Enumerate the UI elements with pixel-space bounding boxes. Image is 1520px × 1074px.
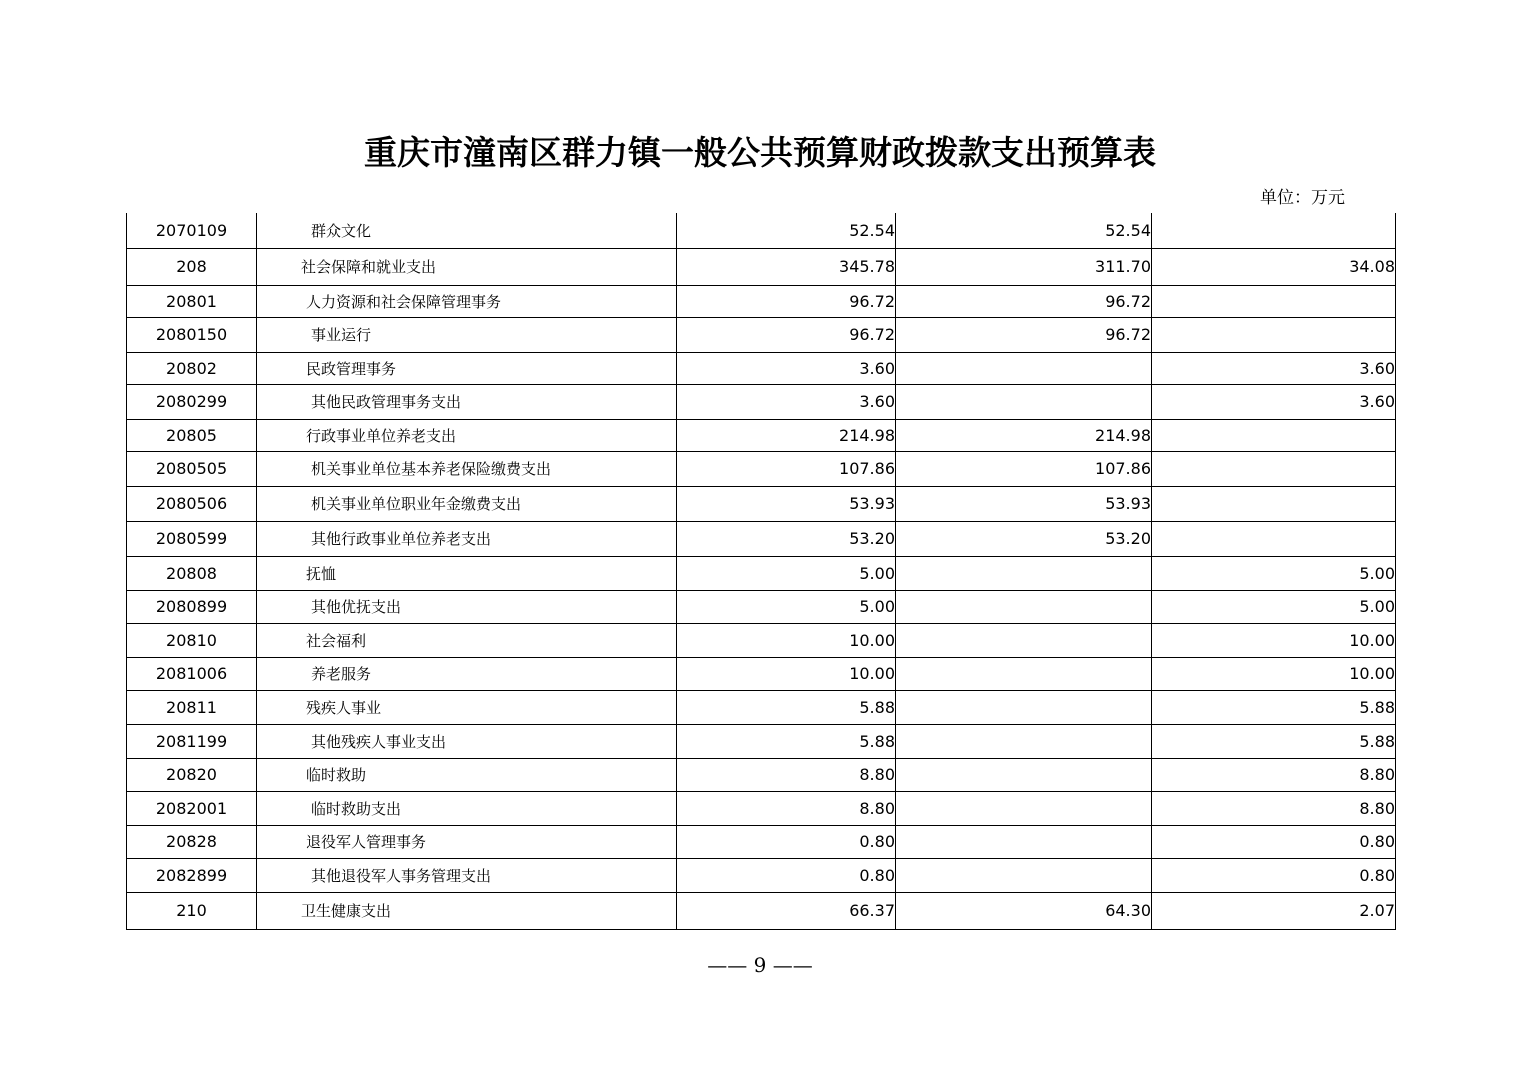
cell-project	[1152, 419, 1396, 451]
cell-basic: 64.30	[896, 892, 1152, 929]
cell-name: 事业运行	[257, 317, 677, 352]
cell-total: 5.00	[677, 556, 896, 590]
cell-total: 0.80	[677, 858, 896, 892]
cell-total: 53.93	[677, 486, 896, 521]
document-title: 重庆市潼南区群力镇一般公共预算财政拨款支出预算表	[364, 133, 1156, 172]
cell-name: 退役军人管理事务	[257, 825, 677, 858]
table-row	[127, 858, 1396, 892]
cell-code: 20811	[127, 690, 257, 724]
cell-basic	[896, 690, 1152, 724]
cell-total: 3.60	[677, 352, 896, 384]
table-row	[127, 486, 1396, 521]
cell-basic	[896, 825, 1152, 858]
cell-name: 其他民政管理事务支出	[257, 384, 677, 419]
cell-name: 机关事业单位基本养老保险缴费支出	[257, 451, 677, 486]
cell-total: 10.00	[677, 657, 896, 690]
table-row	[127, 248, 1396, 285]
cell-code: 2081199	[127, 724, 257, 758]
cell-basic: 311.70	[896, 248, 1152, 285]
cell-total: 5.88	[677, 690, 896, 724]
cell-name: 养老服务	[257, 657, 677, 690]
cell-name: 其他行政事业单位养老支出	[257, 521, 677, 556]
cell-project: 5.88	[1152, 690, 1396, 724]
cell-total: 52.54	[677, 213, 896, 248]
cell-code: 2080505	[127, 451, 257, 486]
cell-basic	[896, 858, 1152, 892]
cell-code: 2070109	[127, 213, 257, 248]
cell-total: 10.00	[677, 623, 896, 657]
cell-basic	[896, 791, 1152, 825]
budget-table-body	[127, 213, 1396, 929]
cell-total: 96.72	[677, 285, 896, 317]
cell-code: 20801	[127, 285, 257, 317]
cell-code: 2080599	[127, 521, 257, 556]
table-row	[127, 285, 1396, 317]
cell-total: 96.72	[677, 317, 896, 352]
cell-code: 20802	[127, 352, 257, 384]
cell-project: 34.08	[1152, 248, 1396, 285]
cell-name: 社会福利	[257, 623, 677, 657]
cell-project	[1152, 213, 1396, 248]
cell-basic: 53.93	[896, 486, 1152, 521]
table-row	[127, 791, 1396, 825]
cell-basic	[896, 556, 1152, 590]
cell-code: 20820	[127, 758, 257, 791]
table-row	[127, 758, 1396, 791]
table-row	[127, 317, 1396, 352]
cell-project: 0.80	[1152, 825, 1396, 858]
cell-total: 345.78	[677, 248, 896, 285]
cell-basic	[896, 352, 1152, 384]
cell-total: 8.80	[677, 758, 896, 791]
cell-total: 214.98	[677, 419, 896, 451]
cell-project: 3.60	[1152, 352, 1396, 384]
cell-total: 3.60	[677, 384, 896, 419]
budget-table	[126, 213, 1396, 930]
cell-total: 107.86	[677, 451, 896, 486]
cell-code: 2082899	[127, 858, 257, 892]
cell-total: 8.80	[677, 791, 896, 825]
cell-basic: 96.72	[896, 317, 1152, 352]
table-row	[127, 521, 1396, 556]
cell-code: 2080506	[127, 486, 257, 521]
cell-project: 5.00	[1152, 590, 1396, 623]
page-number: —— 9 ——	[707, 953, 813, 977]
table-row	[127, 724, 1396, 758]
cell-code: 2082001	[127, 791, 257, 825]
cell-code: 208	[127, 248, 257, 285]
table-row	[127, 690, 1396, 724]
cell-basic	[896, 724, 1152, 758]
cell-code: 20805	[127, 419, 257, 451]
cell-total: 53.20	[677, 521, 896, 556]
table-row	[127, 384, 1396, 419]
cell-basic	[896, 590, 1152, 623]
cell-project: 8.80	[1152, 758, 1396, 791]
cell-name: 人力资源和社会保障管理事务	[257, 285, 677, 317]
cell-project: 10.00	[1152, 623, 1396, 657]
cell-code: 20808	[127, 556, 257, 590]
cell-basic: 214.98	[896, 419, 1152, 451]
unit-label: 单位：万元	[1260, 188, 1345, 208]
cell-name: 群众文化	[257, 213, 677, 248]
cell-basic	[896, 623, 1152, 657]
cell-name: 机关事业单位职业年金缴费支出	[257, 486, 677, 521]
table-row	[127, 590, 1396, 623]
cell-project: 0.80	[1152, 858, 1396, 892]
cell-basic	[896, 384, 1152, 419]
cell-code: 2080150	[127, 317, 257, 352]
cell-total: 5.88	[677, 724, 896, 758]
cell-project: 8.80	[1152, 791, 1396, 825]
cell-project	[1152, 521, 1396, 556]
cell-code: 2080299	[127, 384, 257, 419]
cell-code: 210	[127, 892, 257, 929]
cell-code: 20810	[127, 623, 257, 657]
table-row	[127, 892, 1396, 929]
cell-name: 行政事业单位养老支出	[257, 419, 677, 451]
cell-total: 5.00	[677, 590, 896, 623]
cell-basic	[896, 758, 1152, 791]
cell-basic: 53.20	[896, 521, 1152, 556]
cell-project: 2.07	[1152, 892, 1396, 929]
cell-basic: 107.86	[896, 451, 1152, 486]
cell-project: 5.00	[1152, 556, 1396, 590]
cell-name: 其他退役军人事务管理支出	[257, 858, 677, 892]
cell-basic: 52.54	[896, 213, 1152, 248]
cell-name: 卫生健康支出	[257, 892, 677, 929]
cell-name: 抚恤	[257, 556, 677, 590]
cell-name: 残疾人事业	[257, 690, 677, 724]
table-row	[127, 657, 1396, 690]
cell-code: 2080899	[127, 590, 257, 623]
table-row	[127, 419, 1396, 451]
cell-project	[1152, 317, 1396, 352]
cell-project: 3.60	[1152, 384, 1396, 419]
table-row	[127, 825, 1396, 858]
cell-project	[1152, 451, 1396, 486]
cell-code: 2081006	[127, 657, 257, 690]
cell-basic: 96.72	[896, 285, 1152, 317]
cell-project	[1152, 285, 1396, 317]
table-row	[127, 556, 1396, 590]
cell-name: 社会保障和就业支出	[257, 248, 677, 285]
table-row	[127, 213, 1396, 248]
cell-total: 0.80	[677, 825, 896, 858]
table-row	[127, 451, 1396, 486]
cell-name: 其他残疾人事业支出	[257, 724, 677, 758]
cell-project	[1152, 486, 1396, 521]
cell-name: 民政管理事务	[257, 352, 677, 384]
cell-total: 66.37	[677, 892, 896, 929]
table-row	[127, 623, 1396, 657]
cell-name: 临时救助支出	[257, 791, 677, 825]
cell-project: 5.88	[1152, 724, 1396, 758]
cell-name: 其他优抚支出	[257, 590, 677, 623]
table-row	[127, 352, 1396, 384]
cell-name: 临时救助	[257, 758, 677, 791]
cell-project: 10.00	[1152, 657, 1396, 690]
cell-basic	[896, 657, 1152, 690]
cell-code: 20828	[127, 825, 257, 858]
